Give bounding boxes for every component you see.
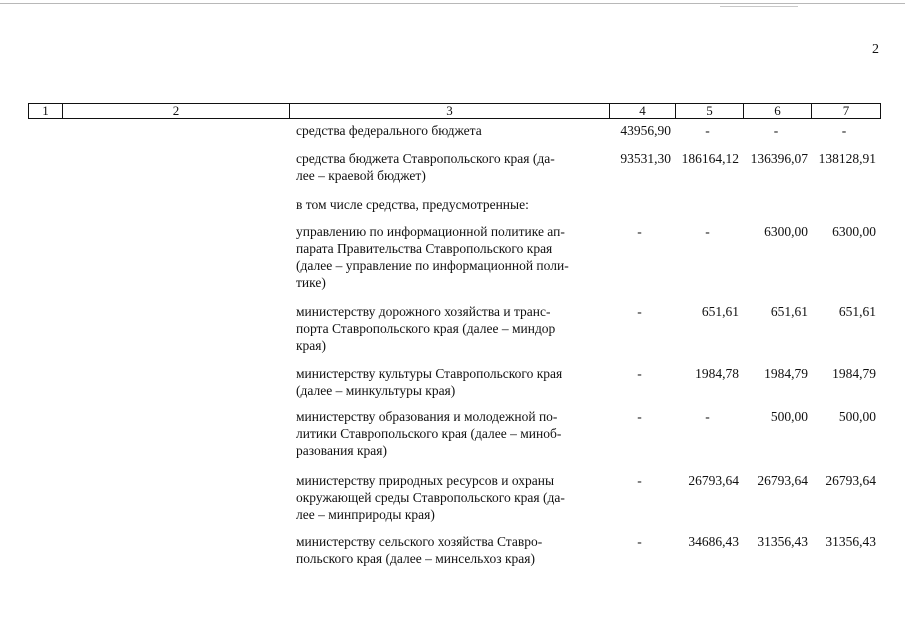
value-col-5: - [705, 123, 710, 138]
row-description [296, 150, 608, 184]
value-col-7: - [841, 123, 847, 138]
value-col-6: 6300,00 [764, 224, 808, 239]
row-description [296, 408, 608, 459]
description-line: порта Ставропольского края (далее – миндор [296, 321, 556, 336]
description-line: министерству сельского хозяйства Ставро- [296, 534, 543, 549]
row-description [296, 196, 608, 213]
description-line: лее – краевой бюджет) [296, 168, 426, 183]
value-col-5: - [705, 409, 710, 424]
value-col-6: 31356,43 [757, 534, 808, 549]
description-line: (далее – минкультуры края) [296, 383, 456, 398]
description-line: в том числе средства, предусмотренные: [296, 197, 529, 212]
description-line: лее – минприроды края) [296, 507, 435, 522]
value-col-4: - [637, 304, 642, 319]
value-col-7: 1984,79 [832, 366, 876, 381]
value-col-4: - [637, 409, 642, 424]
description-line: министерству образования и молодежной по- [296, 409, 558, 424]
page-number: 2 [872, 42, 879, 57]
description-line: края) [296, 338, 327, 353]
value-col-5: 186164,12 [681, 151, 739, 166]
description-line: польского края (далее – минсельхоз края) [296, 551, 535, 566]
value-col-5: 651,61 [701, 304, 739, 319]
row-description [296, 122, 608, 139]
value-col-6: 1984,79 [764, 366, 808, 381]
value-col-4: - [637, 366, 642, 381]
value-col-4: - [637, 473, 642, 488]
description-line: тике) [296, 275, 326, 290]
value-col-6: 651,61 [770, 304, 808, 319]
value-col-6: - [773, 123, 779, 138]
value-col-6: 136396,07 [750, 151, 808, 166]
description-line: министерству дорожного хозяйства и транс- [296, 304, 551, 319]
description-line: парата Правительства Ставропольского края [296, 241, 553, 256]
value-col-7: 651,61 [838, 304, 876, 319]
value-col-7: 500,00 [838, 409, 876, 424]
value-col-5: - [705, 224, 710, 239]
header-col-3: 3 [290, 104, 610, 118]
description-line: министерству природных ресурсов и охраны [296, 473, 555, 488]
value-col-6: 500,00 [770, 409, 808, 424]
value-col-4: - [637, 534, 642, 549]
header-col-6: 6 [744, 104, 812, 118]
row-description [296, 533, 608, 567]
description-line: разования края) [296, 443, 387, 458]
row-description [296, 365, 608, 399]
description-line: окружающей среды Ставропольского края (да- [296, 490, 565, 505]
header-col-4: 4 [610, 104, 676, 118]
description-line: средства бюджета Ставропольского края (да- [296, 151, 555, 166]
value-col-7: 31356,43 [825, 534, 876, 549]
value-col-4: 43956,90 [620, 123, 671, 138]
value-col-5: 1984,78 [695, 366, 739, 381]
description-line: средства федерального бюджета [296, 123, 482, 138]
header-col-1: 1 [29, 104, 63, 118]
description-line: (далее – управление по информационной поли- [296, 258, 569, 273]
value-col-4: 93531,30 [620, 151, 671, 166]
header-col-2: 2 [63, 104, 290, 118]
row-description [296, 223, 608, 291]
description-line: управлению по информационной политике ап- [296, 224, 565, 239]
description-line: министерству культуры Ставропольского края [296, 366, 563, 381]
top-border-line [0, 3, 905, 4]
value-col-7: 26793,64 [825, 473, 876, 488]
table-header [28, 103, 881, 119]
value-col-7: 138128,91 [818, 151, 876, 166]
description-line: литики Ставропольского края (далее – миноб- [296, 426, 562, 441]
value-col-7: 6300,00 [832, 224, 876, 239]
value-col-5: 34686,43 [688, 534, 739, 549]
top-dash-line [720, 6, 798, 7]
value-col-5: 26793,64 [688, 473, 739, 488]
header-col-7: 7 [842, 103, 850, 118]
row-description [296, 303, 608, 354]
header-col-5: 5 [676, 104, 744, 118]
row-description [296, 472, 608, 523]
value-col-6: 26793,64 [757, 473, 808, 488]
value-col-4: - [637, 224, 642, 239]
